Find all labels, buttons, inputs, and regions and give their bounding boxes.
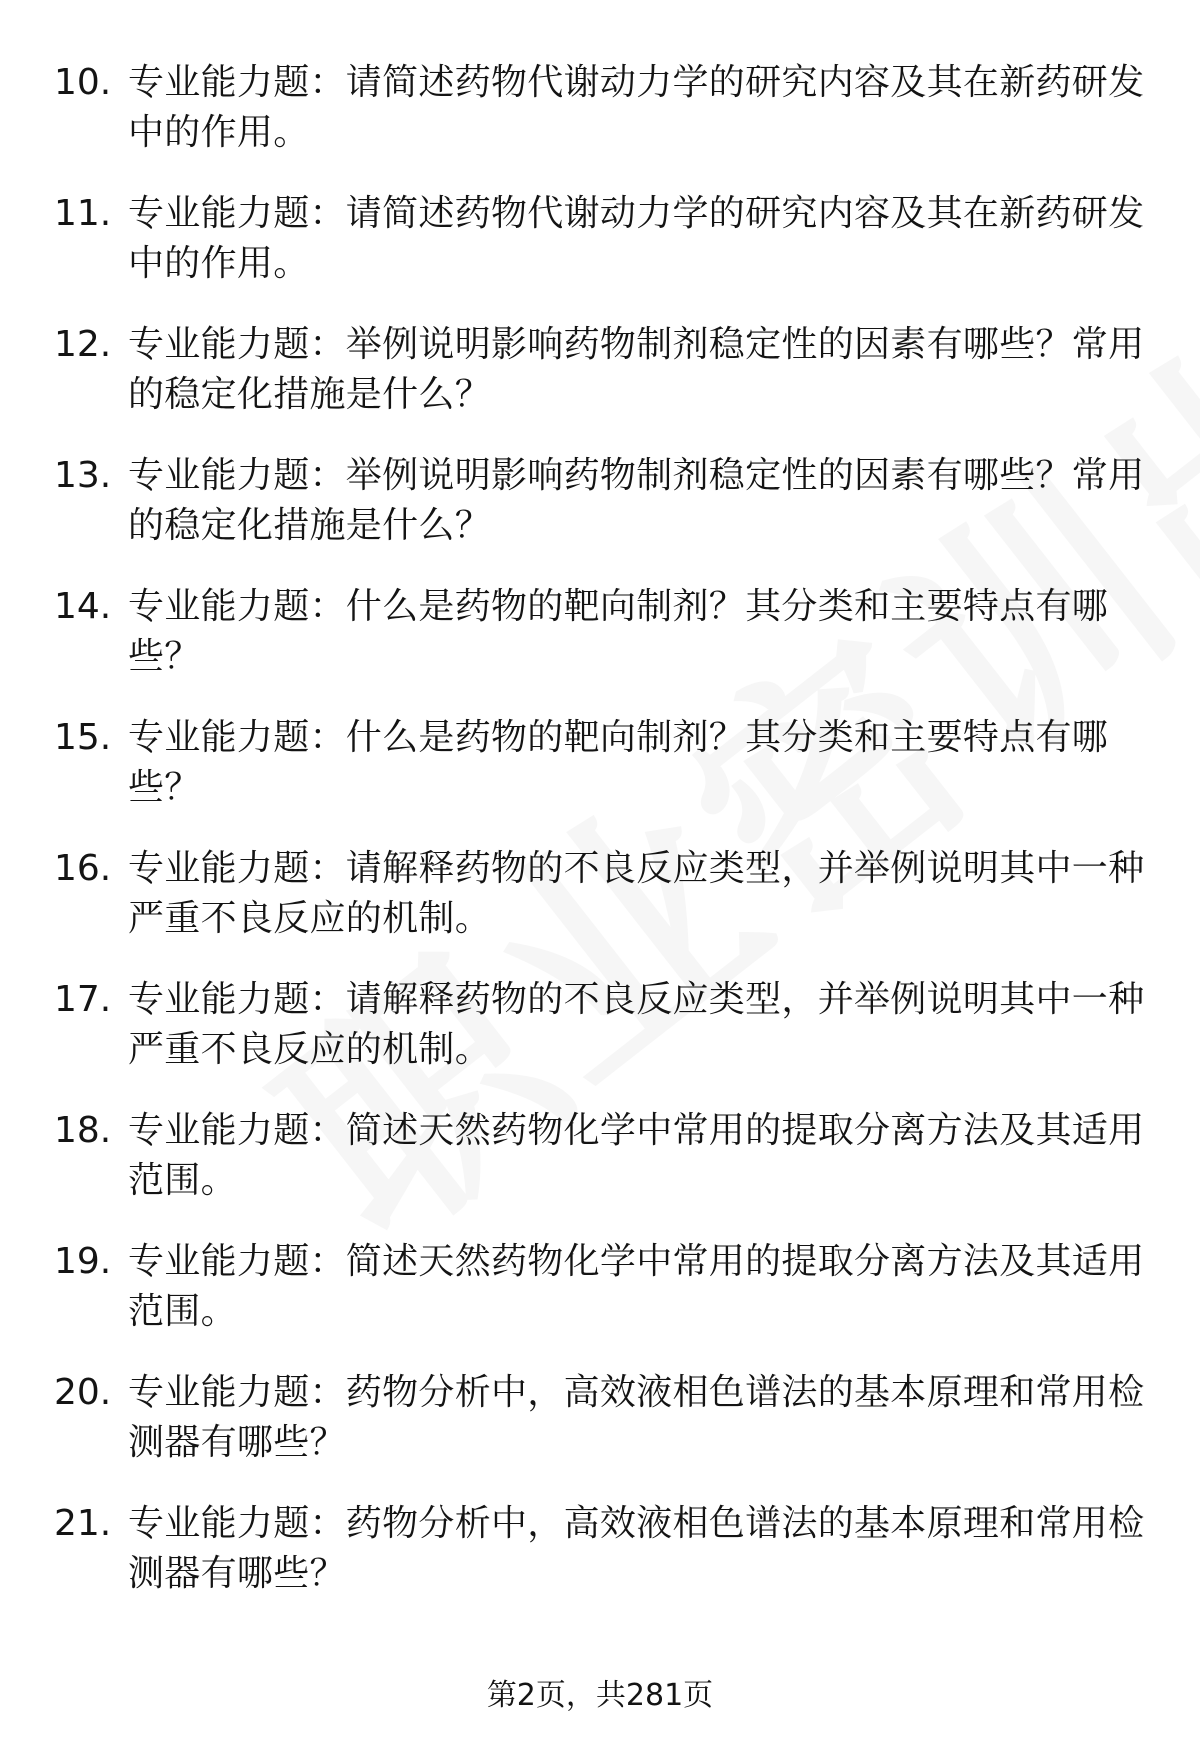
question-number: 17. xyxy=(54,979,112,1020)
question-text: 专业能力题：什么是药物的靶向制剂？其分类和主要特点有哪些？ xyxy=(128,586,1109,677)
question-item xyxy=(0,1499,1200,1630)
question-number: 15. xyxy=(54,717,112,758)
question-item xyxy=(0,451,1200,582)
question-text: 专业能力题：药物分析中，高效液相色谱法的基本原理和常用检测器有哪些？ xyxy=(128,1503,1145,1594)
page-footer xyxy=(0,1676,1200,1716)
question-item xyxy=(0,1237,1200,1368)
question-text: 专业能力题：简述天然药物化学中常用的提取分离方法及其适用范围。 xyxy=(128,1110,1145,1201)
question-item xyxy=(0,320,1200,451)
question-text: 专业能力题：请解释药物的不良反应类型，并举例说明其中一种严重不良反应的机制。 xyxy=(128,848,1145,939)
question-number: 12. xyxy=(54,324,112,365)
question-item xyxy=(0,58,1200,189)
question-number: 10. xyxy=(54,62,112,103)
question-text: 专业能力题：请简述药物代谢动力学的研究内容及其在新药研发中的作用。 xyxy=(128,193,1145,284)
question-item xyxy=(0,1368,1200,1499)
question-item xyxy=(0,844,1200,975)
question-item xyxy=(0,582,1200,713)
question-number: 14. xyxy=(54,586,112,627)
question-text: 专业能力题：举例说明影响药物制剂稳定性的因素有哪些？常用的稳定化措施是什么？ xyxy=(128,324,1145,415)
question-text: 专业能力题：举例说明影响药物制剂稳定性的因素有哪些？常用的稳定化措施是什么？ xyxy=(128,455,1145,546)
question-item xyxy=(0,189,1200,320)
question-item xyxy=(0,975,1200,1106)
question-text: 专业能力题：请解释药物的不良反应类型，并举例说明其中一种严重不良反应的机制。 xyxy=(128,979,1145,1070)
question-number: 18. xyxy=(54,1110,112,1151)
question-number: 20. xyxy=(54,1372,112,1413)
question-item xyxy=(0,1106,1200,1237)
question-text: 专业能力题：简述天然药物化学中常用的提取分离方法及其适用范围。 xyxy=(128,1241,1145,1332)
question-number: 21. xyxy=(54,1503,112,1544)
question-number: 16. xyxy=(54,848,112,889)
question-item xyxy=(0,713,1200,844)
question-text: 专业能力题：请简述药物代谢动力学的研究内容及其在新药研发中的作用。 xyxy=(128,62,1145,153)
page-number-label: 第2页，共281页 xyxy=(486,1678,714,1713)
question-text: 专业能力题：药物分析中，高效液相色谱法的基本原理和常用检测器有哪些？ xyxy=(128,1372,1145,1463)
question-number: 19. xyxy=(54,1241,112,1282)
question-list xyxy=(0,58,1200,1630)
question-number: 13. xyxy=(54,455,112,496)
question-number: 11. xyxy=(54,193,112,234)
question-text: 专业能力题：什么是药物的靶向制剂？其分类和主要特点有哪些？ xyxy=(128,717,1109,808)
